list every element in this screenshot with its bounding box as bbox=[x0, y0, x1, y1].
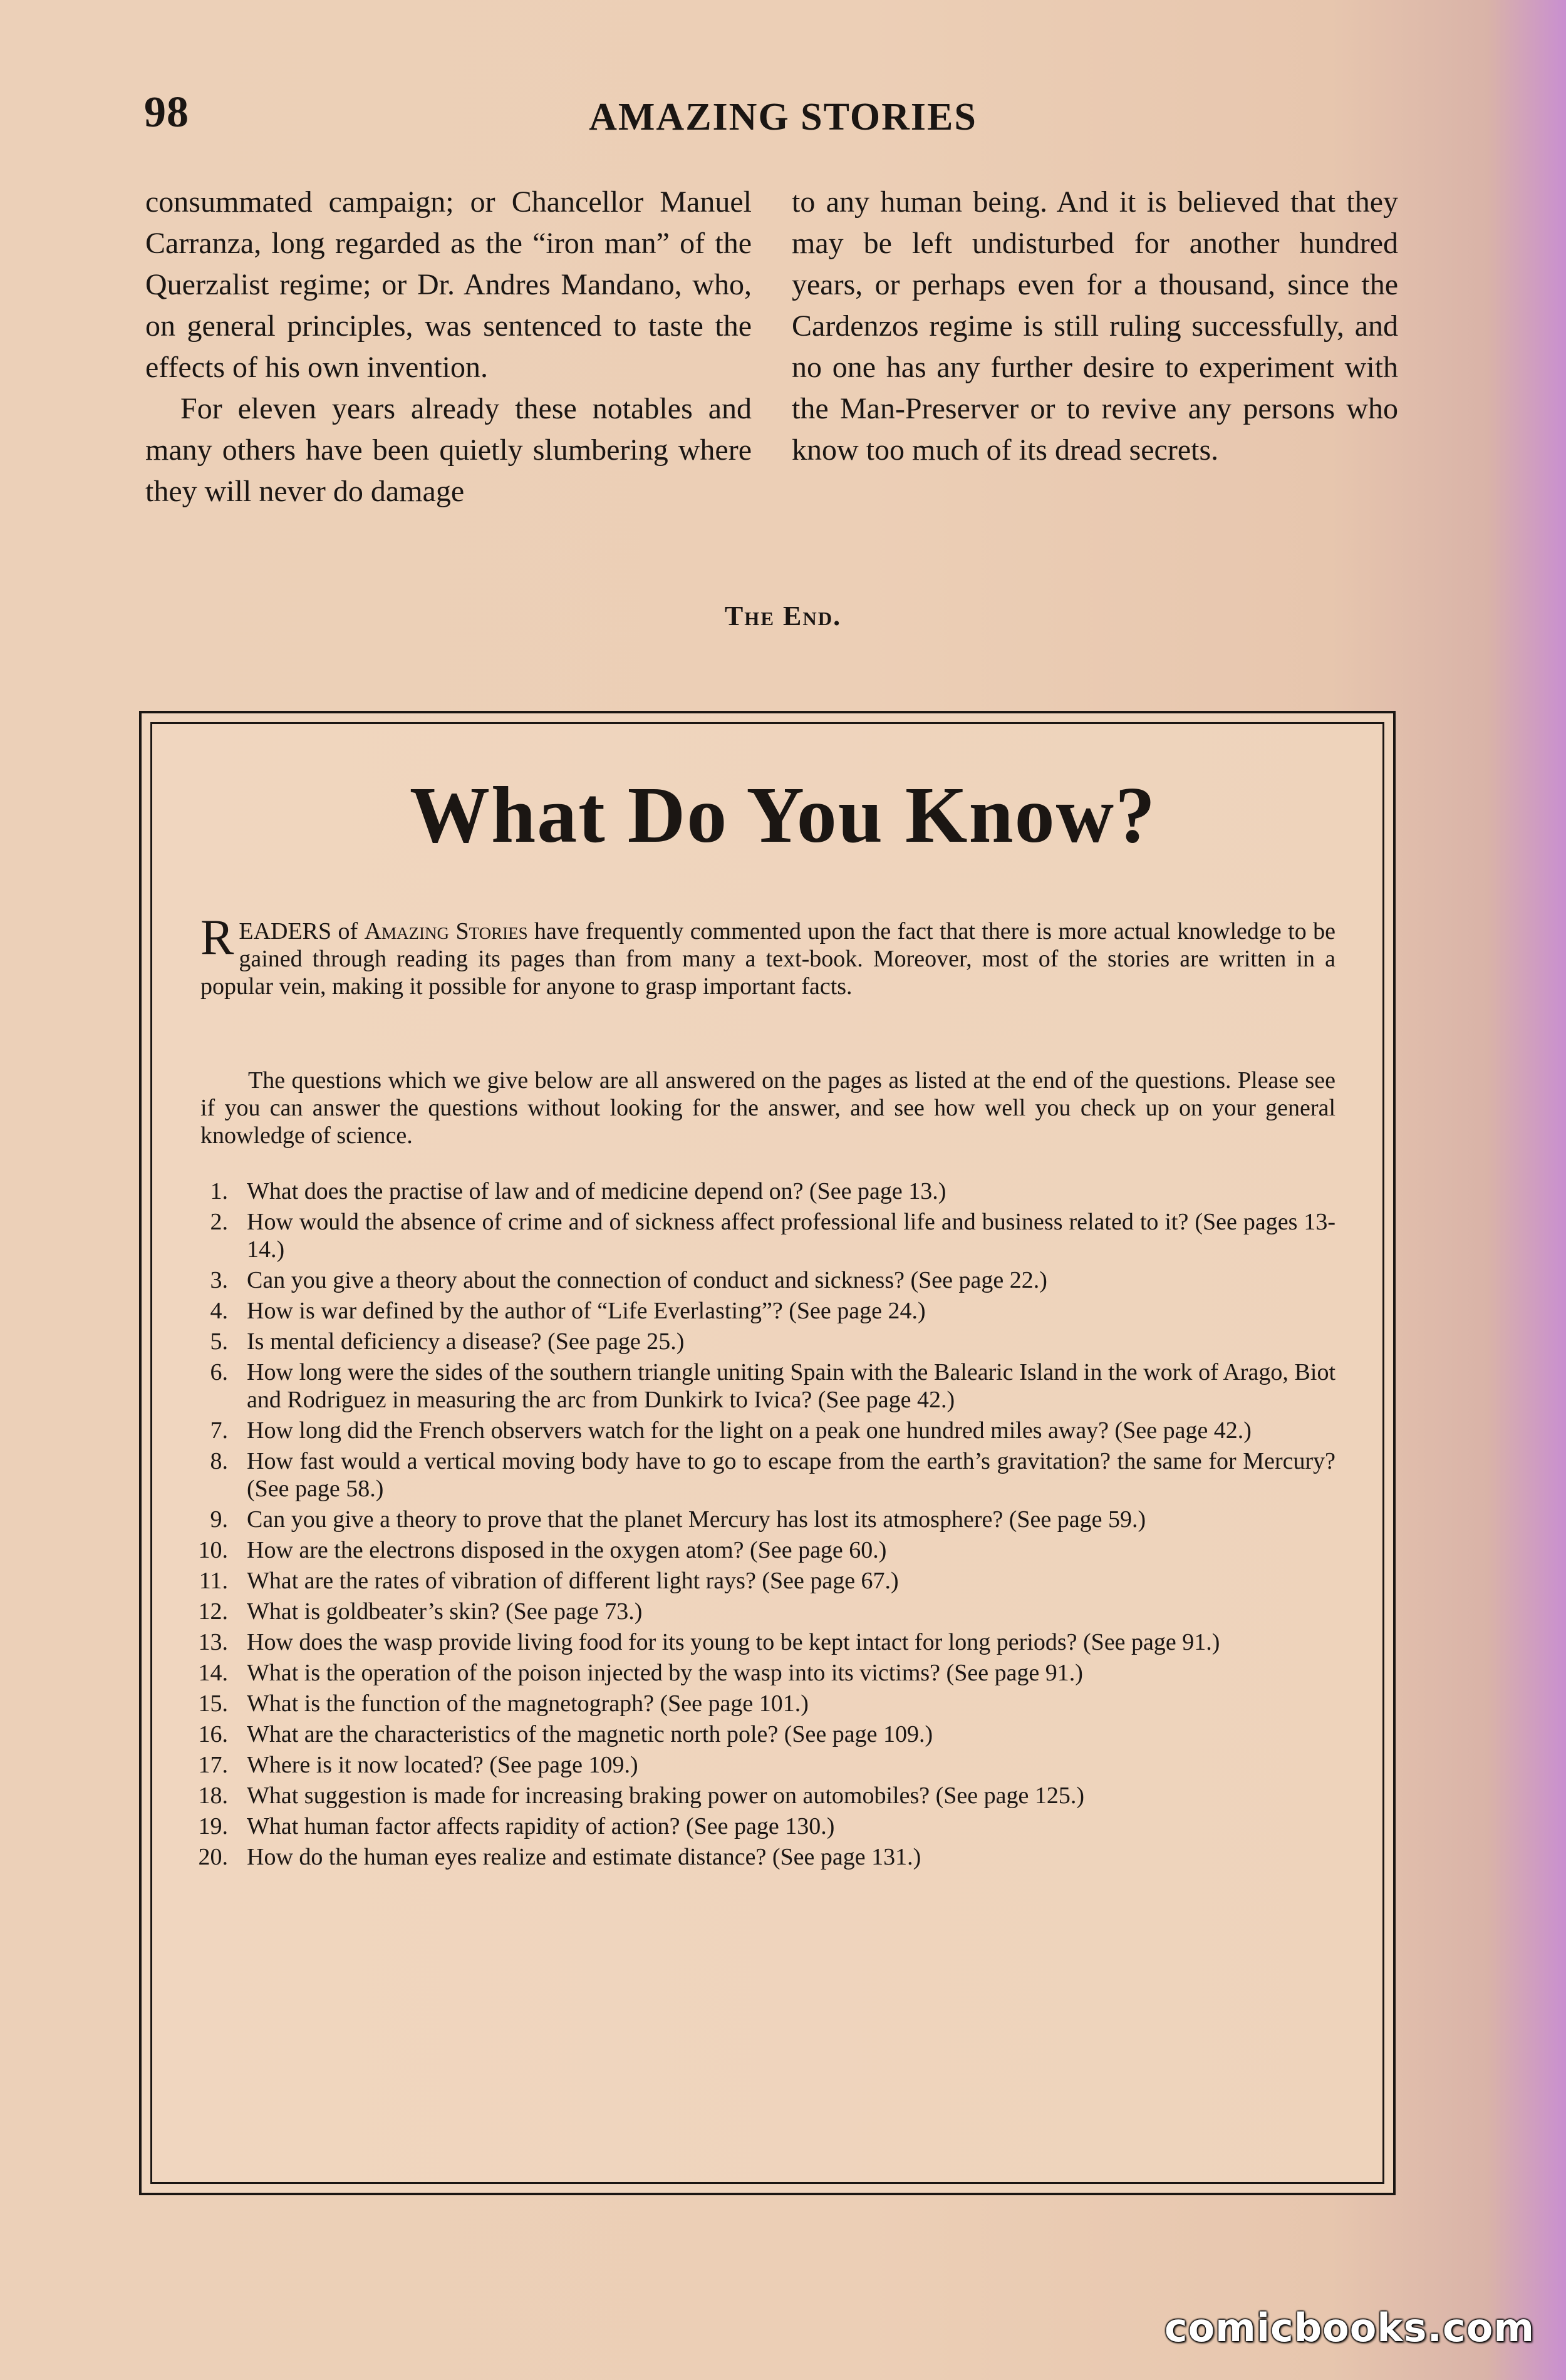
quiz-instructions bbox=[200, 1067, 1335, 1149]
question-item bbox=[175, 1266, 1335, 1294]
question-item bbox=[175, 1506, 1335, 1533]
question-text: Where is it now located? (See page 109.) bbox=[247, 1752, 638, 1778]
question-number: 1. bbox=[210, 1178, 228, 1204]
running-head: AMAZING STORIES bbox=[589, 96, 977, 138]
question-text: What does the practise of law and of medicine depend on? (See page 13.) bbox=[247, 1178, 946, 1204]
question-item bbox=[175, 1417, 1335, 1444]
question-text: What is goldbeater’s skin? (See page 73.) bbox=[247, 1598, 643, 1625]
question-number: 3. bbox=[210, 1267, 228, 1293]
question-list bbox=[175, 1177, 1335, 1874]
question-item bbox=[175, 1536, 1335, 1564]
question-item bbox=[175, 1813, 1335, 1840]
question-number: 4. bbox=[210, 1298, 228, 1324]
question-item bbox=[175, 1328, 1335, 1355]
question-item bbox=[175, 1297, 1335, 1325]
the-end-mark: The End. bbox=[724, 601, 842, 631]
question-text: What is the operation of the poison injected by the wasp into its victims? (See page 91.) bbox=[247, 1660, 1083, 1686]
question-text: How long did the French observers watch for the light on a peak one hundred miles away? (See page 42.) bbox=[247, 1417, 1252, 1444]
quiz-intro-text: EADERS of bbox=[239, 918, 365, 944]
question-item bbox=[175, 1567, 1335, 1595]
drop-cap: R bbox=[200, 910, 234, 965]
question-number: 2. bbox=[210, 1209, 228, 1235]
watermark: comicbooks.com bbox=[1164, 2305, 1535, 2351]
question-text: How do the human eyes realize and estimate distance? (See page 131.) bbox=[247, 1844, 921, 1870]
question-text: How are the electrons disposed in the oxygen atom? (See page 60.) bbox=[247, 1537, 887, 1563]
question-text: How does the wasp provide living food for its young to be kept intact for long periods? (See page 91.) bbox=[247, 1629, 1220, 1655]
question-item bbox=[175, 1447, 1335, 1503]
question-number: 7. bbox=[210, 1417, 228, 1444]
question-item bbox=[175, 1690, 1335, 1717]
question-text: How would the absence of crime and of sickness affect professional life and business related to it? (See pages 13-14.) bbox=[247, 1209, 1335, 1263]
story-left-column bbox=[145, 182, 752, 570]
question-number: 17. bbox=[198, 1752, 228, 1778]
question-item bbox=[175, 1208, 1335, 1263]
question-text: What are the rates of vibration of different light rays? (See page 67.) bbox=[247, 1568, 899, 1594]
question-number: 19. bbox=[198, 1813, 228, 1839]
story-paragraph: to any human being. And it is believed that they may be left undisturbed for another hundred years, or perhaps even for a thousand, since the Cardenzos regime is still ruling successfully, and no one has any further desire to experiment with the Man-Preserver or to revive any persons who know too much of its dread secrets. bbox=[792, 185, 1398, 467]
question-number: 8. bbox=[210, 1448, 228, 1474]
question-text: What are the characteristics of the magnetic north pole? (See page 109.) bbox=[247, 1721, 933, 1747]
question-number: 11. bbox=[199, 1568, 228, 1594]
question-text: Can you give a theory about the connection of conduct and sickness? (See page 22.) bbox=[247, 1267, 1047, 1293]
story-paragraph: For eleven years already these notables and many others have been quietly slumbering where they will never do damage bbox=[145, 392, 752, 508]
story-columns bbox=[145, 182, 1398, 570]
quiz-instructions-text: The questions which we give below are all answered on the pages as listed at the end of the questions. Please see if you can answer the questions without looking for the answer, and see how well you check up on your general knowledge of science. bbox=[200, 1067, 1335, 1149]
question-item bbox=[175, 1720, 1335, 1748]
question-text: How fast would a vertical moving body have to go to escape from the earth’s gravitation? the same for Mercury? (See page 58.) bbox=[247, 1448, 1335, 1502]
story-right-column bbox=[792, 182, 1398, 570]
question-number: 6. bbox=[210, 1359, 228, 1385]
question-item bbox=[175, 1843, 1335, 1871]
question-number: 9. bbox=[210, 1506, 228, 1533]
question-number: 5. bbox=[210, 1328, 228, 1355]
question-item bbox=[175, 1782, 1335, 1809]
question-number: 14. bbox=[198, 1660, 228, 1686]
question-text: How is war defined by the author of “Life Everlasting”? (See page 24.) bbox=[247, 1298, 926, 1324]
question-item bbox=[175, 1598, 1335, 1625]
quiz-title: What Do You Know? bbox=[409, 770, 1157, 859]
story-paragraph: consummated campaign; or Chancellor Manuel Carranza, long regarded as the “iron man” of the Querzalist regime; or Dr. Andres Mandano, who, on general principles, was sentenced to taste the effects of his own invention. bbox=[145, 185, 752, 384]
question-number: 10. bbox=[198, 1537, 228, 1563]
question-number: 13. bbox=[198, 1629, 228, 1655]
quiz-intro bbox=[200, 910, 1335, 1000]
question-number: 18. bbox=[198, 1782, 228, 1809]
quiz-intro-text: have frequently commented upon the fact that there is more actual knowledge to be gained through reading its pages than from many a text-book. Moreover, most of the stories are written in a popular vein, making it possible for anyone to grasp important facts. bbox=[200, 918, 1335, 1000]
question-number: 15. bbox=[198, 1690, 228, 1717]
question-item bbox=[175, 1628, 1335, 1656]
magazine-name: Amazing Stories bbox=[364, 918, 528, 944]
question-text: What suggestion is made for increasing braking power on automobiles? (See page 125.) bbox=[247, 1782, 1085, 1809]
question-text: How long were the sides of the southern triangle uniting Spain with the Balearic Island in the work of Arago, Biot and Rodriguez in measuring the arc from Dunkirk to Ivica? (See page 42.) bbox=[247, 1359, 1335, 1413]
question-text: What is the function of the magnetograph? (See page 101.) bbox=[247, 1690, 809, 1717]
question-text: Is mental deficiency a disease? (See page 25.) bbox=[247, 1328, 685, 1355]
question-number: 16. bbox=[198, 1721, 228, 1747]
question-item bbox=[175, 1358, 1335, 1414]
question-item bbox=[175, 1751, 1335, 1779]
question-number: 12. bbox=[198, 1598, 228, 1625]
question-text: What human factor affects rapidity of action? (See page 130.) bbox=[247, 1813, 835, 1839]
question-item bbox=[175, 1659, 1335, 1687]
page-number: 98 bbox=[144, 88, 189, 137]
question-number: 20. bbox=[198, 1844, 228, 1870]
question-item bbox=[175, 1177, 1335, 1205]
question-text: Can you give a theory to prove that the planet Mercury has lost its atmosphere? (See page 59.) bbox=[247, 1506, 1146, 1533]
